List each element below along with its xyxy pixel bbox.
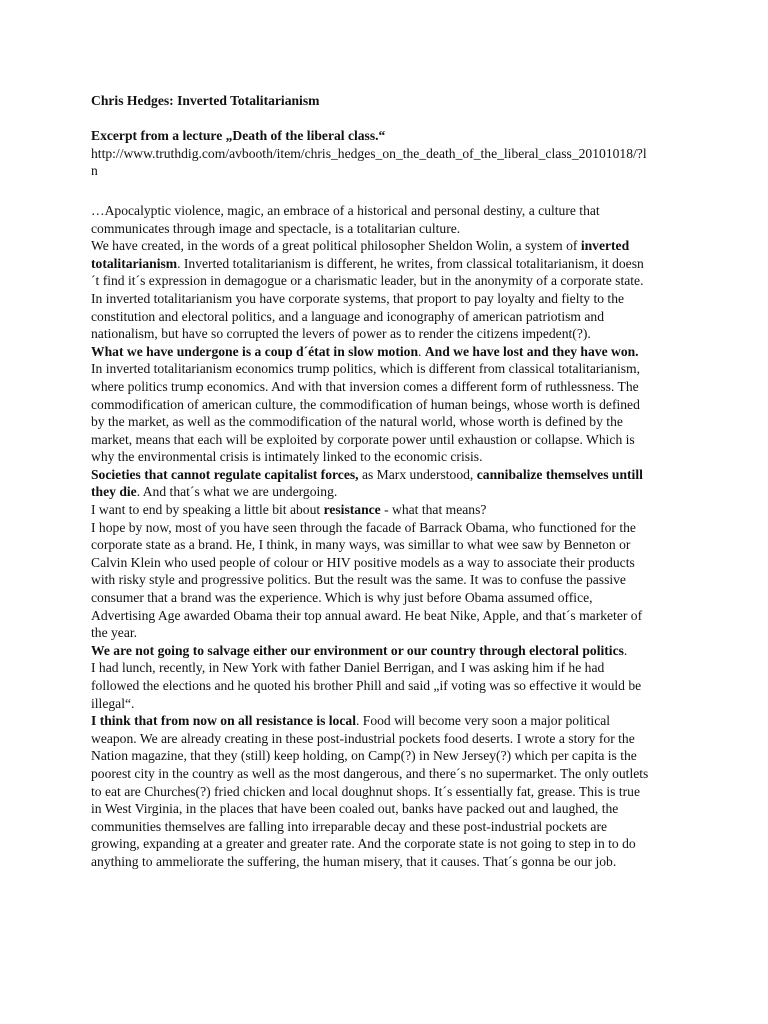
bold-term: inverted totalitarianism bbox=[91, 238, 630, 271]
bold-term: resistance bbox=[323, 502, 381, 518]
bold-statement: I think that from now on all resistance is local bbox=[91, 713, 356, 729]
text-run: . Inverted totalitarianism is different, he writes, from classical totalitarianism, it doesn´t find it´s expression in demagogue or a charismatic leader, but in the anonymity of a corporate state. In inverted totalitarianism you have corporate systems, that proport to pay loyalty and fielty to the constitution and electoral politics, and a language and iconography of american patriotism and nationalism, but have so corrupted the levers of power as to render the citizens impedent(?). bbox=[91, 255, 644, 342]
text-run: as Marx understood, bbox=[358, 466, 477, 482]
paragraph-local bbox=[91, 712, 651, 870]
paragraph-coup bbox=[91, 343, 651, 361]
text-run: . And that´s what we are undergoing. bbox=[136, 484, 338, 500]
bold-statement: We are not going to salvage either our environment or our country through electoral politics bbox=[91, 642, 624, 658]
document-page bbox=[91, 92, 651, 871]
paragraph-capitalist bbox=[91, 466, 651, 501]
document-title: Chris Hedges: Inverted Totalitarianism bbox=[91, 93, 320, 108]
text-run: . bbox=[418, 343, 425, 359]
bold-statement: What we have undergone is a coup d´état in slow motion bbox=[91, 343, 419, 359]
text-run: . bbox=[623, 642, 628, 658]
paragraph-electoral bbox=[91, 642, 651, 660]
source-url: http://www.truthdig.com/avbooth/item/chris_hedges_on_the_death_of_the_liberal_class_20101018/?ln bbox=[91, 145, 647, 179]
spacer bbox=[91, 110, 651, 128]
bold-statement: And we have lost and they have won. bbox=[424, 343, 639, 359]
paragraph-resistance bbox=[91, 501, 651, 519]
paragraph-berrigan: I had lunch, recently, in New York with father Daniel Berrigan, and I was asking him if he had followed the elections and he quoted his brother Phill and said „if voting was so effective it would be illegal“. bbox=[91, 660, 642, 711]
text-run: We have created, in the words of a great political philosopher Sheldon Wolin, a system of bbox=[91, 238, 581, 254]
text-run: - what that means? bbox=[380, 502, 487, 518]
bold-statement: cannibalize themselves untill they die bbox=[91, 466, 643, 500]
paragraph-obama: I hope by now, most of you have seen through the facade of Barrack Obama, who functioned for the corporate state as a brand. He, I think, in many ways, was simillar to what wee saw by Benneton or Calvin Klein who used people of colour or HIV positive models as a way to associate their products with risky style and progressive politics. But the result was the same. It was to confuse the passive consumer that a brand was the experience. Which is why just before Obama assumed office, Advertising Age awarded Obama their top annual award. He beat Nike, Apple, and that´s marketer of the year. bbox=[91, 519, 643, 641]
lecture-subtitle: Excerpt from a lecture „Death of the liberal class.“ bbox=[91, 128, 386, 144]
paragraph-economics: In inverted totalitarianism economics trump politics, which is different from classical totalitarianism, where politics trump economics. And with that inversion comes a different form of ruthlessness. The commodification of american culture, the commodification of human beings, whose worth is defined by the market, as well as the commodification of the natural world, whose worth is defined by the market, means that each will be exploited by corporate power until exhaustion or collapse. Which is why the environmental crisis is intimately linked to the economic crisis. bbox=[91, 361, 641, 465]
paragraph-intro: …Apocalyptic violence, magic, an embrace of a historical and personal destiny, a culture that communicates through image and spectacle, is a totalitarian culture. bbox=[91, 202, 600, 236]
text-run: . Food will become very soon a major political weapon. We are already creating in these post-industrial pockets food deserts. I wrote a story for the Nation magazine, that they (still) keep holding, on Camp(?) in New Jersey(?) which per capita is the poorest city in the country as well as the most dangerous, and there´s no supermarket. The only outlets to eat are Churches(?) fried chicken and local doughnut shops. It´s essentially fat, grease. This is true in West Virginia, in the places that have been coaled out, banks have packed out and laughed, the communities themselves are falling into irreparable decay and these post-industrial pockets are growing, expanding at a greater and greater rate. And the corporate state is not going to step in to do anything to ammeliorate the suffering, the human misery, that it causes. That´s gonna be our job. bbox=[91, 713, 649, 869]
bold-statement: Societies that cannot regulate capitalist forces, bbox=[91, 466, 359, 482]
text-run: I want to end by speaking a little bit about bbox=[91, 502, 324, 518]
paragraph-wolin bbox=[91, 237, 651, 343]
spacer bbox=[91, 180, 651, 202]
